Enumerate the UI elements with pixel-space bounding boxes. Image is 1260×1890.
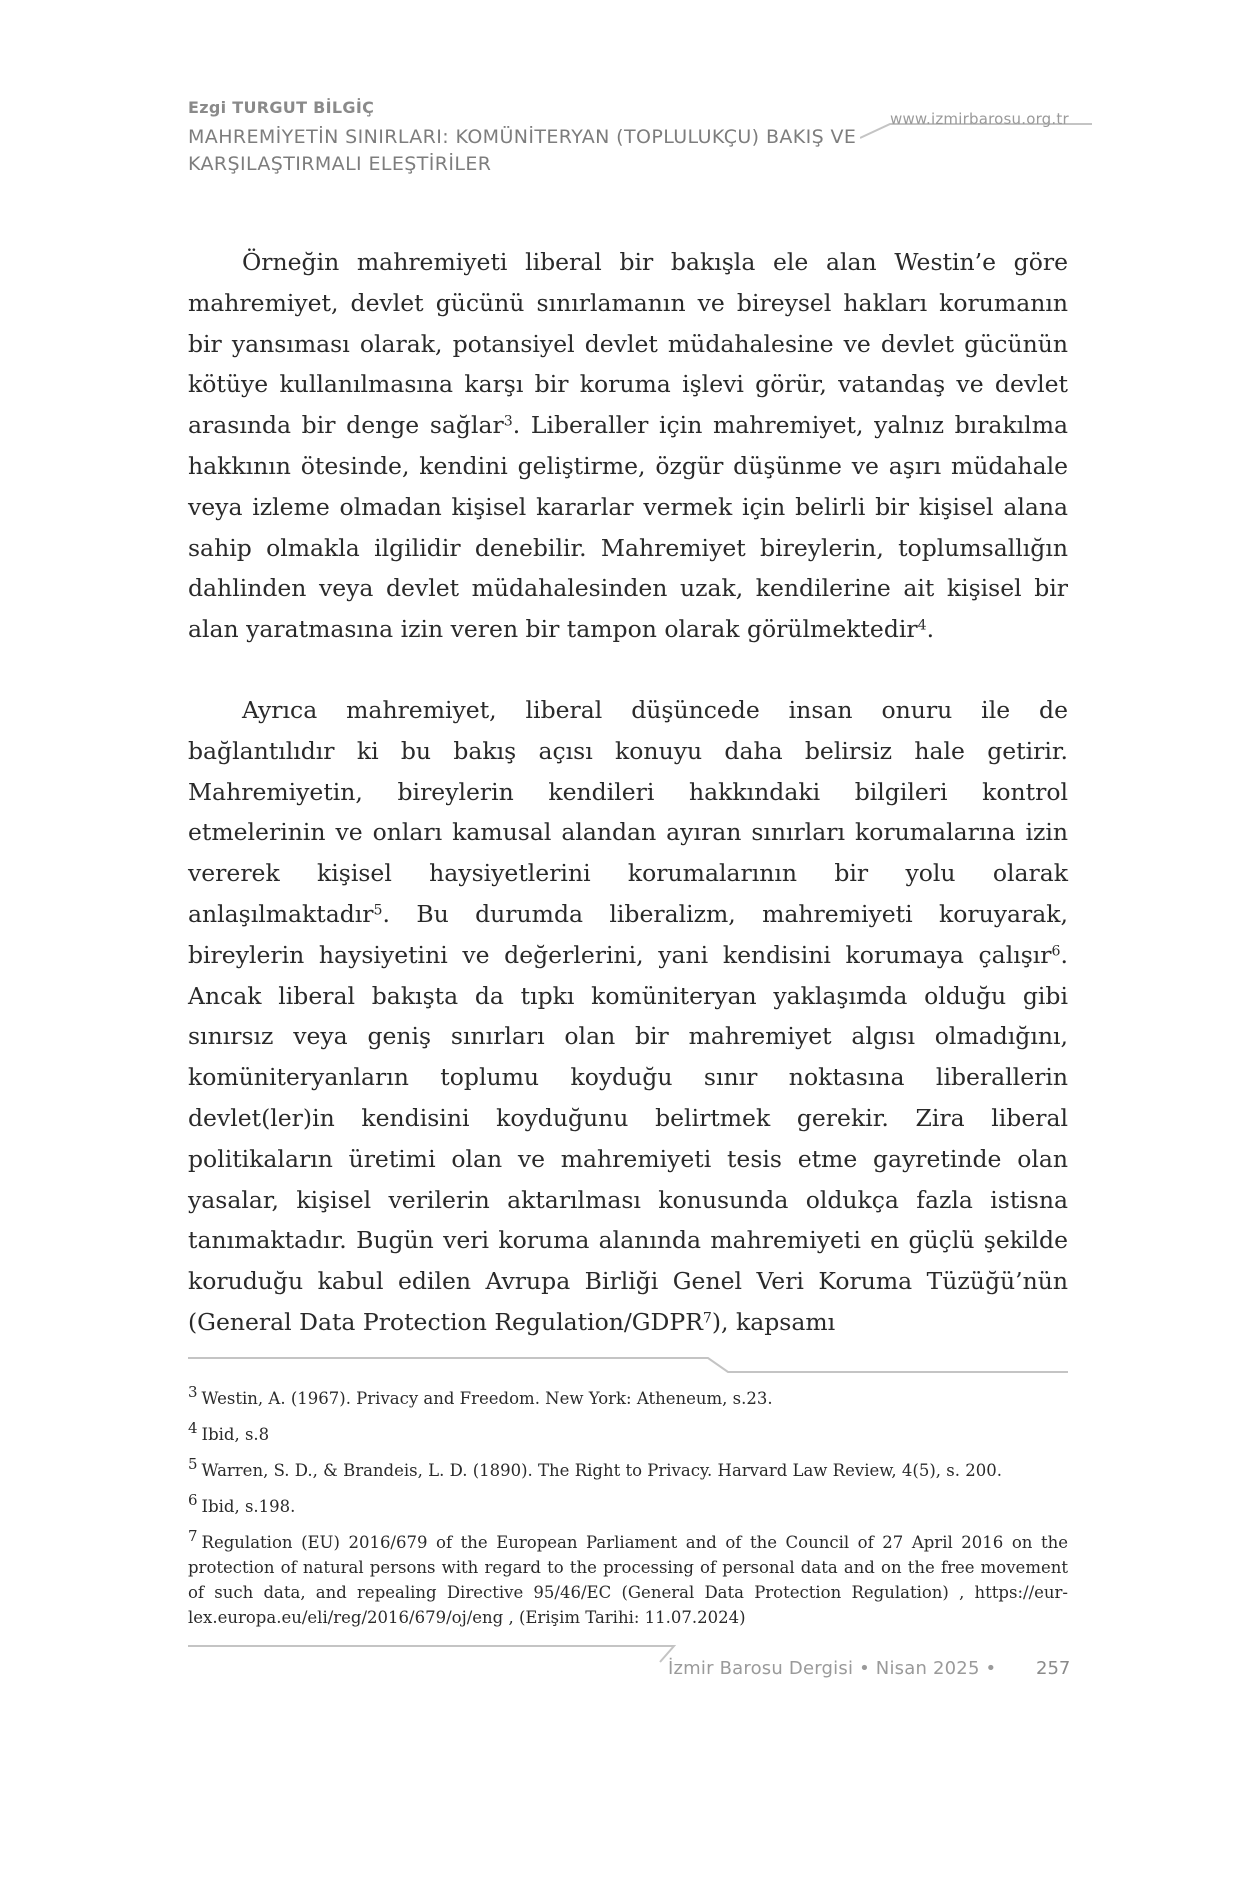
footnote-ref-6[interactable]: 6 [1051,943,1061,959]
header-website-link[interactable]: www.izmirbarosu.org.tr [890,110,1069,128]
footnote-separator [188,1356,1072,1374]
paragraph-1: Örneğin mahremiyeti liberal bir bakışla ele alan Westin’e göre mahremiyet, devlet gücünü sınırlamanın ve bireysel hakları korumanın bir yansıması olarak, potansiyel devlet müdahalesine ve devlet gücünün kötüye kullanılmasına karşı bir koruma işlevi görür, vatandaş ve devlet arasında bir denge sağlar$^3$. Liberaller için mahremiyet, yalnız bırakılma hakkının ötesinde, kendini geliştirme, özgür düşünme ve aşırı müdahale veya izleme olmadan kişisel kararlar vermek için belirli bir kişisel alana sahip olmakla ilgilidir denebilir. Mahremiyet bireylerin, toplumsallığın dahlinden veya devlet müdahalesinden uzak, kendilerine ait kişisel bir alan yaratmasına izin veren bir tampon olarak görülmektedir$^4$. [188,248,1068,644]
page-number: 257 [1036,1658,1071,1679]
footer-journal-info: İzmir Barosu Dergisi • Nisan 2025 • [668,1658,997,1679]
footnote-ref-3[interactable]: 3 [503,413,513,430]
footer-rule [188,1644,688,1664]
footnote-7: 7 Regulation (EU) 2016/679 of the European Parliament and of the Council of 27 April 2016 on the protection of natural persons with regard to the processing of personal data and on the free movement of such data, and repealing Directive 95/46/EC (General Data Protection Regulation) , https://eur-lex.europa.eu/eli/reg/2016/679/oj/eng , (Erişim Tarihi: 11.07.2024) [188,1527,1068,1627]
footnote-4: 4 Ibid, s.8 [188,1419,270,1444]
paragraph-2: Ayrıca mahremiyet, liberal düşüncede insan onuru ile de bağlantılıdır ki bu bakış açısı konuyu daha belirsiz hale getirir. Mahremiyetin, bireylerin kendileri hakkındaki bilgileri kontrol etmelerinin ve onları kamusal alandan ayıran sınırları korumalarına izin vererek kişisel haysiyetlerini korumalarının bir yolu olarak anlaşılmaktadır$^5$. Bu durumda liberalizm, mahremiyeti koruyarak, bireylerin haysiyetini ve değerlerini, yani kendisini korumaya çalışır$^6$. Ancak liberal bakışta da tıpkı komüniteryan yaklaşımda olduğu gibi sınırsız veya geniş sınırları olan bir mahremiyet algısı olmadığını, komüniteryanların toplumu koyduğu sınır noktasına liberallerin devlet(ler)in kendisini koyduğunu belirtmek gerekir. Zira liberal politikaların üretimi olan ve mahremiyeti tesis etme gayretinde olan yasalar, kişisel verilerin aktarılması konusunda oldukça fazla istisna tanımaktadır. Bugün veri koruma alanında mahremiyeti en güçlü şekilde koruduğu kabul edilen Avrupa Birliği Genel Veri Koruma Tüzüğü’nün (General Data Protection Regulation/GDPR$^7$), kapsamı [188,695,1068,1336]
header-article-title: MAHREMİYETİN SINIRLARI: KOMÜNİTERYAN (TOPLULUKÇU) BAKIŞ VE KARŞILAŞTIRMALI ELEŞTİRİLER [188,126,857,175]
header-author: Ezgi TURGUT BİLGİÇ [188,98,375,117]
footnote-3: 3 Westin, A. (1967). Privacy and Freedom. New York: Atheneum, s.23. [188,1383,773,1408]
footnote-5: 5 Warren, S. D., & Brandeis, L. D. (1890). The Right to Privacy. Harvard Law Review, 4(5), s. 200. [188,1455,1002,1480]
footnote-ref-7[interactable]: 7 [702,1310,712,1327]
article-body [188,242,1068,1343]
footnote-ref-5[interactable]: 5 [373,902,383,919]
footnote-6: 6 Ibid, s.198. [188,1491,296,1516]
footnote-ref-4[interactable]: 4 [917,617,927,634]
footnotes [188,1383,1068,1641]
